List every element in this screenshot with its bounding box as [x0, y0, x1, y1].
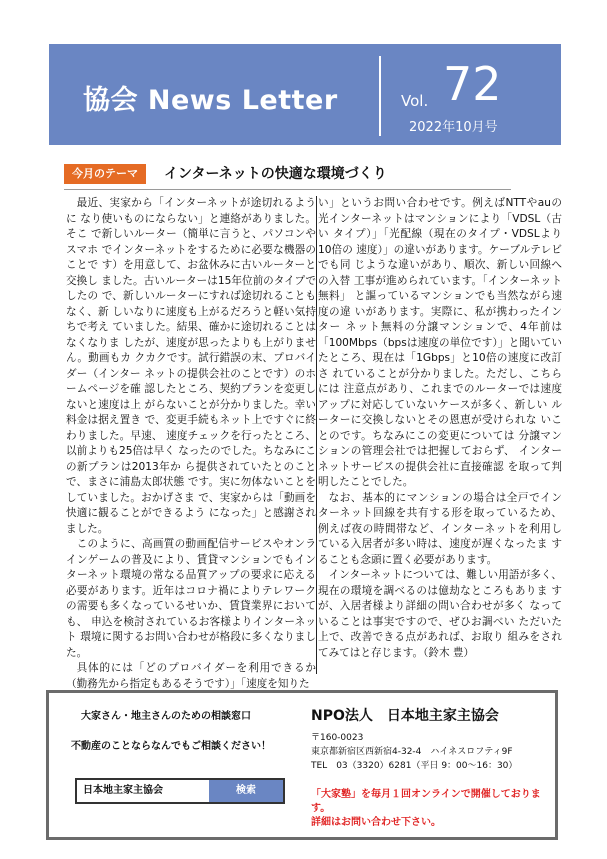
notice-line: 「大家塾」を毎月１回オンラインで開催しております。: [311, 789, 541, 814]
header-divider: [379, 56, 381, 136]
contact-footer: [46, 690, 558, 840]
issue-date: 2022年10月号: [409, 120, 498, 135]
article-paragraph: このように、高画質の動画配信サービスやオンラ インゲームの普及により、賃貸マンションでもイン ターネット環境の常なる品質アップの要求に応える 必要があります。近年はコロナ禍によりテレワーク の需要も多くなっているせいか、賃貸業界においても、 申込を検討されているお客様よりインターネット 環境に関するお問い合わせが格段に多くなりました。: [66, 538, 316, 659]
organization-name: NPO法人 日本地主家主協会: [311, 708, 499, 724]
address: 東京都新宿区西新宿4-32-4 ハイネスロフティ9F: [311, 747, 513, 757]
telephone: TEL 03（3320）6281（平日 9：00～16：30）: [311, 761, 518, 771]
article-paragraph: 最近、実家から「インターネットが途切れるように なり使いものにならない」と連絡がありました。そこ で新しいルーター（簡単に言うと、パソコンやスマホ でインターネットをするために必要な機器のことで す）を用意して、お盆休みに古いルーターと交換し ました。古いルーターは15年位前のタイプでしたの で、新しいルーターにすれば途切れることもなく、新 しいなりに速度も上がるだろうと軽い気持ちで考え ていました。結果、確かに途切れることはなくなりま したが、速度が思ったよりも上がりません。動画もカ クカクです。試行錯誤の末、プロバイダー（インター ネットの提供会社のことです）のホームページを確 認したところ、契約プランを変更しないと速度は上 がらないことが分かりました。幸い料金は据え置き で、変更手続もネット上ですぐに終わりました。早速、 速度チェックを行ったところ、以前よりも25倍は早く なったのでした。ちなみにこの新プランは2013年か ら提供されていたとのことで、まさに浦島太郎状態 です。実に勿体ないことをしていました。おかげさま で、実家からは「動画を快適に観ることができるよう になった」と感謝されました。: [66, 197, 316, 535]
search-button[interactable]: 検索: [209, 780, 283, 802]
consultation-tagline: 不動産のことならなんでもご相談ください！: [71, 741, 271, 752]
consultation-heading: 大家さん・地主さんのための相談窓口: [81, 711, 251, 722]
volume-label: Vol.: [401, 92, 429, 110]
column-divider: [316, 196, 317, 674]
article-paragraph: インターネットについては、難しい用語が多く、 現在の環境を調べるのは億劫なところもありま すが、入居者様より詳細の問い合わせが多く なっていることは事実ですので、ぜひお調べい ただいた上で、改善できる点があれば、お取り 組みをされてみてはと存じます。（鈴木 豊）: [318, 569, 562, 659]
theme-badge: 今月のテーマ: [64, 164, 146, 184]
article-paragraph: 具体的には「どのプロバイダーを利用できるか （勤務先から指定もあるそうです）」「速度を知りた: [66, 662, 316, 690]
seminar-notice: [311, 788, 555, 830]
theme-title: インターネットの快適な環境づくり: [164, 166, 387, 182]
newsletter-title: 協会 News Letter: [83, 85, 338, 116]
volume-number: 72: [443, 57, 502, 111]
notice-line: 詳細はお問い合わせ下さい。: [311, 817, 441, 828]
article-left-column: [66, 196, 316, 692]
theme-divider: [64, 189, 511, 190]
search-term: 日本地主家主協会: [83, 785, 163, 796]
newsletter-header: [49, 44, 561, 145]
article-right-column: [318, 196, 562, 661]
postal-code: 〒160-0023: [311, 733, 364, 743]
article-paragraph: なお、基本的にマンションの場合は全戸でイン ターネット回線を共有する形を取っているため、 例えば夜の時間帯など、インターネットを利用し ている入居者が多い時は、速度が遅くなったま することも念頭に置く必要があります。: [318, 491, 562, 566]
organization-contact: [311, 731, 517, 773]
article-paragraph: い」というお問い合わせです。例えばNTTやauの 光インターネットはマンションにより「VDSL（古い タイプ）」「光配線（現在のタイプ・VDSLより10倍の 速度）」の違いがあります。ケーブルテレビでも同 じような違いがあり、順次、新しい回線への入替 工事が進められています。「インターネット無料」 と謳っているマンションでも当然ながら速度の違 いがあります。実際に、私が携わったインター ネット無料の分譲マンションで、4年前は 「100Mbps（bpsは速度の単位です）」と聞いてい たところ、現在は「1Gbps」と10倍の速度に改訂さ れていることが分かりました。ただし、こちらには 注意点があり、これまでのルーターでは速度 アップに対応していないケースが多く、新しい ルーターに交換しないとその恩恵が受けられな いことのです。ちなみにこの変更については 分譲マンションの管理会社では把握しておらず、 インターネットサービスの提供会社に直接確認 を取って判明したことでした。: [318, 197, 562, 488]
search-box[interactable]: [75, 778, 285, 804]
